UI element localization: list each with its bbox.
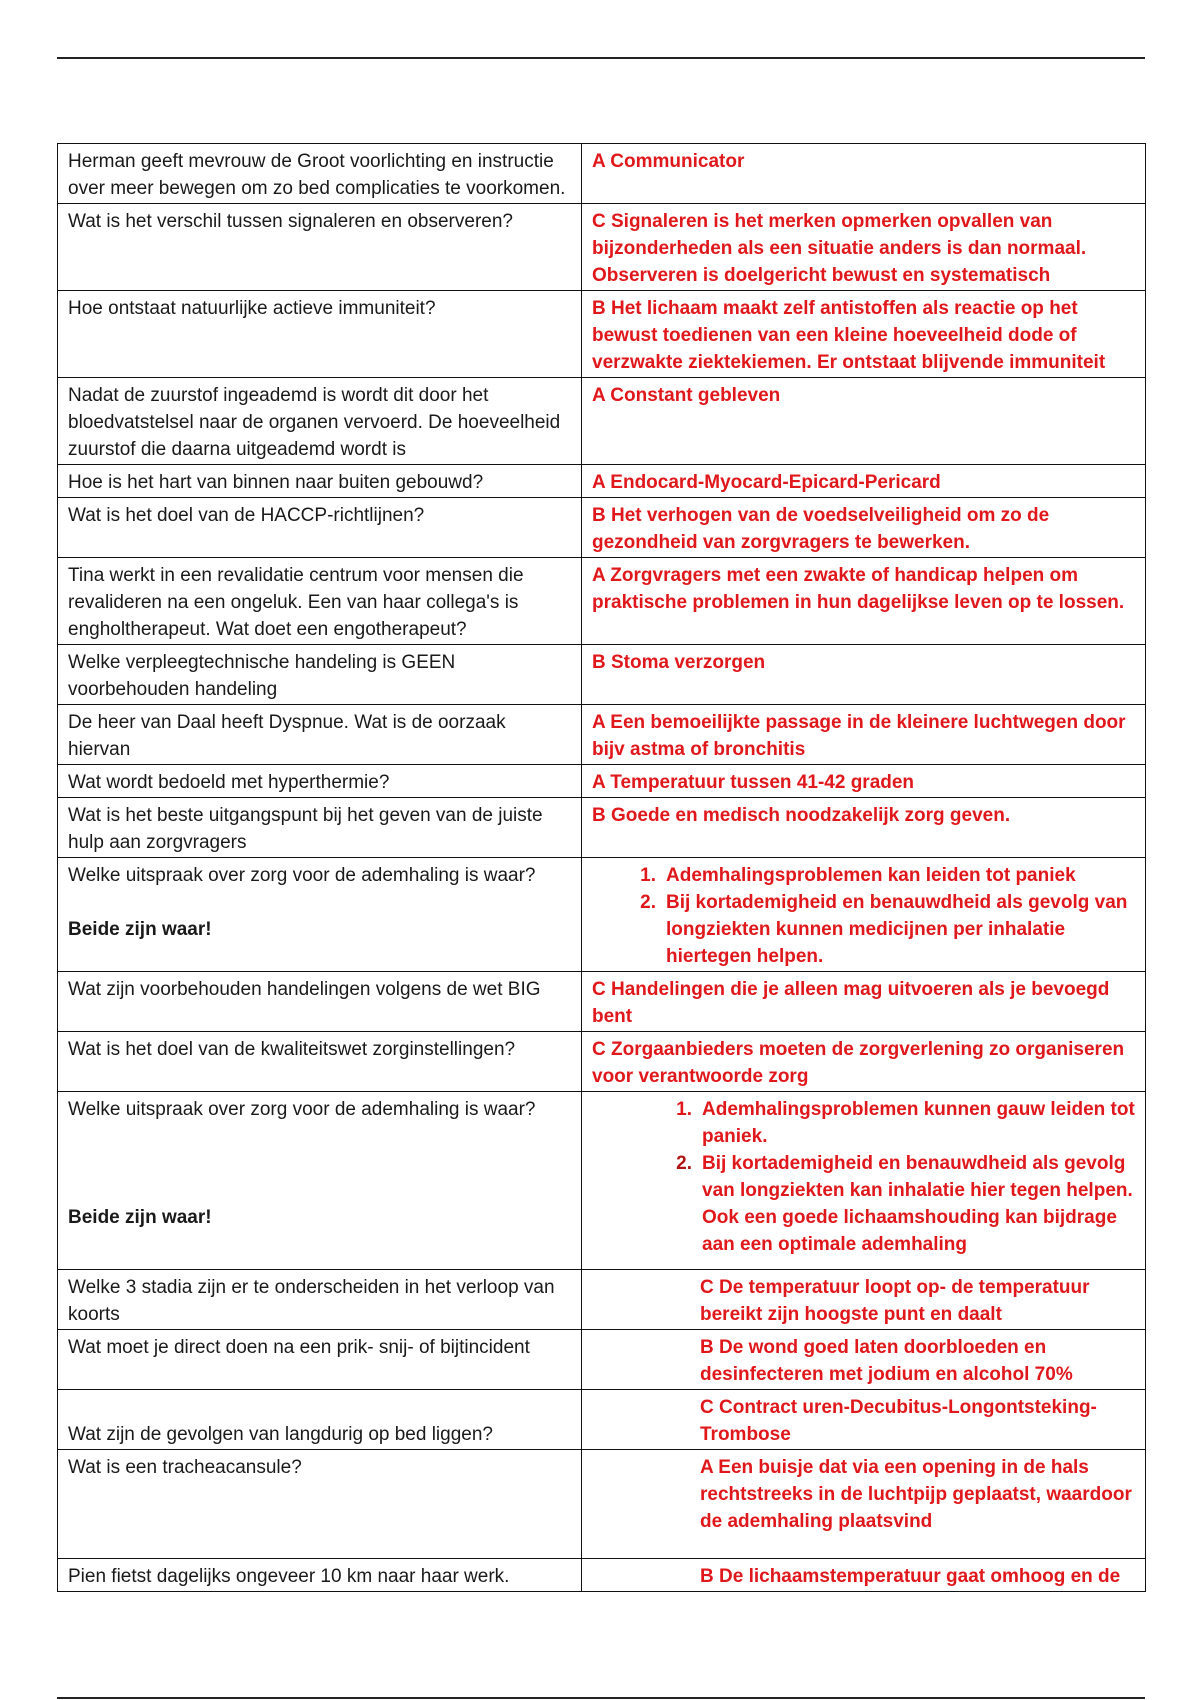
table-row xyxy=(58,291,1146,378)
list-item xyxy=(676,1150,1136,1258)
question-cell: Wat is het verschil tussen signaleren en observeren? xyxy=(58,204,582,291)
table-row xyxy=(58,858,1146,972)
table-row xyxy=(58,705,1146,765)
answer-cell: A Constant gebleven xyxy=(582,378,1146,465)
answer-cell: C Handelingen die je alleen mag uitvoeren als je bevoegd bent xyxy=(582,972,1146,1032)
answer-cell: C Zorgaanbieders moeten de zorgverlening zo organiseren voor verantwoorde zorg xyxy=(582,1032,1146,1092)
question-cell xyxy=(58,858,582,972)
question-text: Welke uitspraak over zorg voor de ademhaling is waar? xyxy=(68,865,536,886)
list-number: 2. xyxy=(640,892,656,913)
list-item xyxy=(640,889,1136,970)
list-text: Ademhalingsproblemen kunnen gauw leiden tot paniek. xyxy=(702,1099,1135,1147)
question-cell: Welke verpleegtechnische handeling is GEEN voorbehouden handeling xyxy=(58,645,582,705)
question-text: Welke uitspraak over zorg voor de ademhaling is waar? xyxy=(68,1099,536,1120)
answer-cell xyxy=(582,858,1146,972)
list-number: 1. xyxy=(640,865,656,886)
question-cell: Hoe is het hart van binnen naar buiten gebouwd? xyxy=(58,465,582,498)
question-cell: Herman geeft mevrouw de Groot voorlichting en instructie over meer bewegen om zo bed complicaties te voorkomen. xyxy=(58,144,582,204)
header-rule xyxy=(57,57,1145,59)
answer-cell xyxy=(582,1092,1146,1270)
question-cell: Wat wordt bedoeld met hyperthermie? xyxy=(58,765,582,798)
question-cell: Tina werkt in een revalidatie centrum voor mensen die revalideren na een ongeluk. Een van haar collega's is engholtherapeut. Wat doet een engotherapeut? xyxy=(58,558,582,645)
list-item xyxy=(640,862,1136,889)
table-row xyxy=(58,765,1146,798)
answer-cell: B Het lichaam maakt zelf antistoffen als reactie op het bewust toedienen van een kleine hoeveelheid dode of verzwakte ziektekiemen. Er ontstaat blijvende immuniteit xyxy=(582,291,1146,378)
question-cell: Wat is het beste uitgangspunt bij het geven van de juiste hulp aan zorgvragers xyxy=(58,798,582,858)
answer-text: A Een buisje dat via een opening in de hals rechtstreeks in de luchtpijp geplaatst, waardoor de ademhaling plaatsvind xyxy=(700,1457,1132,1532)
table-row xyxy=(58,1559,1146,1592)
table-row xyxy=(58,1092,1146,1270)
answer-cell xyxy=(582,1450,1146,1559)
table-row xyxy=(58,1032,1146,1092)
question-cell: Wat is het doel van de kwaliteitswet zorginstellingen? xyxy=(58,1032,582,1092)
answer-cell: C De temperatuur loopt op- de temperatuur bereikt zijn hoogste punt en daalt xyxy=(582,1270,1146,1330)
question-cell: Wat moet je direct doen na een prik- snij- of bijtincident xyxy=(58,1330,582,1390)
table-row xyxy=(58,498,1146,558)
list-number: 2. xyxy=(676,1153,692,1174)
question-cell: Wat is het doel van de HACCP-richtlijnen? xyxy=(58,498,582,558)
table-row xyxy=(58,798,1146,858)
answer-cell: A Temperatuur tussen 41-42 graden xyxy=(582,765,1146,798)
answer-list xyxy=(640,862,1136,970)
question-cell: Pien fietst dagelijks ongeveer 10 km naar haar werk. xyxy=(58,1559,582,1592)
question-cell: Hoe ontstaat natuurlijke actieve immuniteit? xyxy=(58,291,582,378)
table-row xyxy=(58,378,1146,465)
list-text: Bij kortademigheid en benauwdheid als gevolg van longziekten kunnen medicijnen per inhalatie hiertegen helpen. xyxy=(666,892,1128,967)
question-cell: De heer van Daal heeft Dyspnue. Wat is de oorzaak hiervan xyxy=(58,705,582,765)
answer-cell: B De wond goed laten doorbloeden en desinfecteren met jodium en alcohol 70% xyxy=(582,1330,1146,1390)
list-item xyxy=(676,1096,1136,1150)
table-row xyxy=(58,144,1146,204)
answer-cell: B Het verhogen van de voedselveiligheid om zo de gezondheid van zorgvragers te bewerken. xyxy=(582,498,1146,558)
list-number: 1. xyxy=(676,1099,692,1120)
answer-list xyxy=(676,1096,1136,1258)
answer-cell: B De lichaamstemperatuur gaat omhoog en de xyxy=(582,1559,1146,1592)
question-cell xyxy=(58,1390,582,1450)
table-row xyxy=(58,972,1146,1032)
table-row xyxy=(58,1390,1146,1450)
question-text: Wat is een tracheacansule? xyxy=(68,1457,302,1478)
question-cell: Nadat de zuurstof ingeademd is wordt dit door het bloedvatstelsel naar de organen vervoerd. De hoeveelheid zuurstof die daarna uitgeademd wordt is xyxy=(58,378,582,465)
answer-cell: B Stoma verzorgen xyxy=(582,645,1146,705)
list-text: Bij kortademigheid en benauwdheid als gevolg van longziekten kan inhalatie hier tegen helpen. Ook een goede lichaamshouding kan bijdrage aan een optimale ademhaling xyxy=(702,1153,1133,1255)
note-text: Beide zijn waar! xyxy=(68,919,212,940)
question-cell xyxy=(58,1450,582,1559)
answer-cell: A Zorgvragers met een zwakte of handicap helpen om praktische problemen in hun dagelijkse leven op te lossen. xyxy=(582,558,1146,645)
answer-cell: C Contract uren-Decubitus-Longontsteking-Trombose xyxy=(582,1390,1146,1450)
question-cell: Welke 3 stadia zijn er te onderscheiden in het verloop van koorts xyxy=(58,1270,582,1330)
qa-table xyxy=(57,143,1146,1592)
answer-cell: A Communicator xyxy=(582,144,1146,204)
answer-cell: C Signaleren is het merken opmerken opvallen van bijzonderheden als een situatie anders is dan normaal. Observeren is doelgericht bewust en systematisch xyxy=(582,204,1146,291)
question-cell: Wat zijn voorbehouden handelingen volgens de wet BIG xyxy=(58,972,582,1032)
list-text: Ademhalingsproblemen kan leiden tot paniek xyxy=(666,865,1076,886)
table-row xyxy=(58,1270,1146,1330)
footer-rule xyxy=(57,1697,1145,1699)
question-text: Wat zijn de gevolgen van langdurig op bed liggen? xyxy=(68,1424,493,1445)
table-row xyxy=(58,465,1146,498)
table-row xyxy=(58,204,1146,291)
table-row xyxy=(58,1330,1146,1390)
answer-cell: B Goede en medisch noodzakelijk zorg geven. xyxy=(582,798,1146,858)
note-text: Beide zijn waar! xyxy=(68,1207,212,1228)
question-cell xyxy=(58,1092,582,1270)
answer-cell: A Endocard-Myocard-Epicard-Pericard xyxy=(582,465,1146,498)
table-row xyxy=(58,558,1146,645)
answer-cell: A Een bemoeilijkte passage in de kleinere luchtwegen door bijv astma of bronchitis xyxy=(582,705,1146,765)
table-row xyxy=(58,1450,1146,1559)
table-row xyxy=(58,645,1146,705)
